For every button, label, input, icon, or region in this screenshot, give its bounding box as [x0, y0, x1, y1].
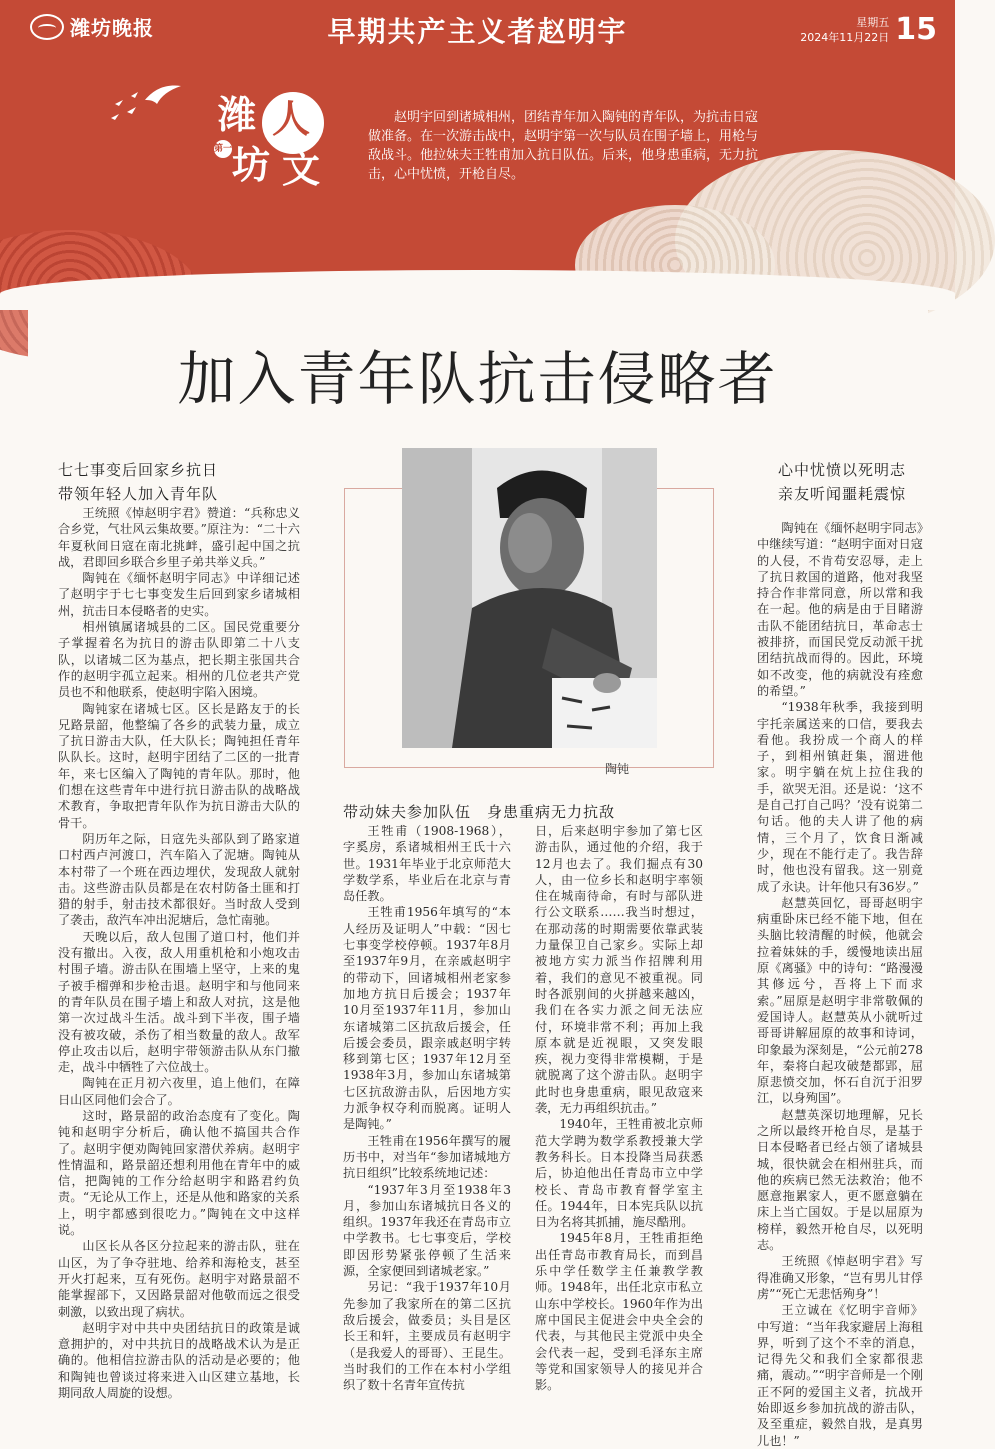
- subheading-line: 亲友听闻噩耗震惊: [777, 485, 906, 503]
- middle-column-2: [535, 823, 703, 1393]
- paragraph: 山区长从各区分拉起来的游击队，驻在山区，为了争夺驻地、给养和海枪支，甚至开火打起来，互有死伤。赵明宇对路景韶不能掌握部下，又因路景韶对他敬而远之很受刺激，以致出现了病状。: [58, 1239, 300, 1319]
- subheading-line: 七七事变后回家乡抗日: [58, 461, 219, 479]
- portrait-photo: [402, 448, 657, 748]
- intro-paragraph: 赵明宇回到诸城相州，团结青年加入陶钝的青年队，为抗击日寇做准备。在一次游击战中，赵明宇第一次与队员在围子墙上，用枪与敌战斗。他拉妹夫王牲甫加入抗日队伍。后来，他身患重病，无力抗击，心中忧愤，开枪自尽。: [368, 110, 759, 182]
- paragraph: 王统照《悼赵明宇君》写得准确又形象，“岂有男儿甘俘虏”“死亡无悲恬殉身”！: [757, 1254, 923, 1301]
- stamp-char: 文: [282, 146, 321, 191]
- right-subheading: [757, 458, 927, 506]
- paragraph: 王牲甫在1956年撰写的履历书中，对当年“参加诸城地方抗日组织”比较系统地记述：: [343, 1133, 511, 1181]
- stamp-char: 人: [272, 96, 311, 141]
- middle-subheading: 带动妹夫参加队伍 身患重病无力抗敌: [343, 803, 616, 821]
- stamp-tag: 第一: [214, 140, 232, 158]
- subheading-line: 心中忧愤以死明志: [777, 461, 906, 479]
- stamp-char: 潍: [218, 92, 257, 137]
- left-column: [58, 505, 300, 1401]
- paragraph: 王牲甫（1908-1968），字奚房，系诸城相州王氏十六世。1931年毕业于北京师范大学数学系，毕业后在北京与青岛任教。: [343, 824, 511, 904]
- paragraph: 王统照《悼赵明宇君》赞道：“兵称忠义合乡党，气壮风云集故要。”原注为：“二十六年夏秋间日寇在南北挑衅，盛引起中国之抗战，君即回乡联合乡里子弟共举义兵。”: [58, 506, 300, 569]
- weekday: 星期五: [856, 15, 890, 29]
- paragraph: 陶钝在《缅怀赵明宇同志》中继续写道：“赵明宇面对日寇的人侵，不肯苟安忍辱，走上了抗日救国的道路，他对我坚持合作非常同意，所以常和我在一起。他的病是由于目睹游击队不能团结抗日，革命志士被排挤，而国民党反动派干扰团结抗战而得的。因此，环境如不改变，他的病就没有痊愈的希望。”: [757, 521, 923, 698]
- logo-text: 潍坊晚报: [70, 16, 154, 40]
- paragraph: 王立诚在《忆明宇音师》中写道：“当年我家避居上海租界，听到了这个不幸的消息，记得先父和我们全家都很悲痛，震动。”“明宇音师是一个刚正不阿的爱国主义者，抗战开始即返乡参加抗战的游击队，及至重症，毅然自戕，是真男儿也！”: [757, 1303, 923, 1448]
- paragraph: “1937年3月至1938年3月，参加山东诸城抗日各义的组织。1937年我还在青岛市立中学教书。七七事变后，学校即因形势紧张停顿了生活来源，全家便回到诸城老家。”: [343, 1182, 511, 1279]
- issue-date: 2024年11月22日: [800, 30, 890, 44]
- paragraph: 另记：“我于1937年10月先参加了我家所在的第二区抗敌后援会，做委员；头目是区长王和轩，主要成员有赵明宇（是我爱人的哥哥）、王昆生。当时我们的工作在本村小学组织了数十名青年宣传抗: [343, 1280, 511, 1393]
- paragraph: 1940年，王牲甫被北京师范大学聘为数学系教授兼大学教务科长。日本投降当局获悉后，协迫他出任青岛市立中学校长、青岛市教育督学室主任。1944年，日本宪兵队以抗日为名将其抓捕，施尽酷刑。: [535, 1117, 703, 1230]
- column-stamp: [210, 88, 330, 198]
- photo-caption: 陶钝: [605, 762, 630, 776]
- paragraph: 赵慧英回忆，哥哥赵明宇病重卧床已经不能下地，但在头脑比较清醒的时候，他就会拉着妹妹的手，缓慢地读出屈原《离骚》中的诗句：“路漫漫其修远兮，吾将上下而求索。”屈原是赵明宇非常敬佩的爱国诗人。赵慧英从小就听过哥哥讲解屈原的故事和诗词，印象最为深刻是，“公元前278年，秦将白起攻破楚都郢，屈原悲愤交加，怀石自沉于汨罗江，以身殉国”。: [757, 895, 923, 1106]
- birds-icon: [105, 70, 185, 130]
- left-subheading: [58, 458, 298, 506]
- right-column: [757, 520, 923, 1449]
- paragraph: 相州镇属诸城县的二区。国民党重要分子掌握着名为抗日的游击队即第二十八支队，以诸城二区为基点，把长期主张国共合作的赵明宇孤立起来。相州的几位老共产党员也不和他联系，使赵明宇陷入困境。: [58, 620, 300, 700]
- date-block: [800, 12, 937, 47]
- paragraph: 天晚以后，敌人包围了道口村，他们并没有撤出。入夜，敌人用重机枪和小炮攻击村围子墙。游击队在围墙上坚守，上来的鬼子被手榴弹和步枪击退。赵明宇和与他同来的青年队员在围子墙上和敌人对抗，这是他第一次过战斗生活。战斗到下半夜，围子墙没有被攻破，杀伤了相当数量的敌人。敌军停止攻击以后，赵明宇带领游击队从东门撤走，战斗中牺牲了六位战士。: [58, 929, 300, 1075]
- paragraph: 日，后来赵明宇参加了第七区游击队，通过他的介绍，我于12月也去了。我们掘点有30人，由一位乡长和赵明宇率领住在城南待命，有时与部队进行公文联系……我当时想过，在那动荡的时期需要依靠武装力量保卫自己家乡。实际上却被地方实力派当作招牌利用着，我们的意见不被重视。同时各派别间的火拼越来越凶，我们在各实力派之间无法应付，环境非常不利；再加上我原本就是近视眼，又突发眼疾，视力变得非常模糊，于是就脱离了这个游击队。赵明宇此时也身患重病，眼见敌寇来袭，无力再组织抗击。”: [535, 824, 703, 1116]
- page-number: 15: [895, 12, 937, 47]
- paragraph: 陶钝在《缅怀赵明宇同志》中详细记述了赵明宇于七七事变发生后回到家乡诸城相州，抗击日本侵略者的史实。: [58, 571, 300, 618]
- portrait-image: [402, 448, 657, 748]
- paragraph: 赵明宇对中共中央团结抗日的政策是诚意拥护的，对中共抗日的战略战术认为是正确的。他相信拉游击队的活动是必要的；他和陶钝也曾谈过将来进入山区建立基地，长期同敌人周旋的设想。: [58, 1320, 300, 1401]
- middle-column-1: [343, 823, 511, 1393]
- paragraph: 陶钝家在诸城七区。区长是路友于的长兄路景韶，他整编了各乡的武装力量，成立了抗日游击大队，任大队长；陶钝担任青年队队长。这时，赵明宇团结了二区的一批青年，来七区编入了陶钝的青年队。那时，他们想在这些青年中进行抗日游击队的战略战术教育，争取把青年队作为抗日游击大队的骨干。: [58, 701, 300, 830]
- subheading-line: 带领年轻人加入青年队: [58, 485, 219, 503]
- paragraph: 阴历年之际，日寇先头部队到了路家道口村西卢河渡口，汽车陷入了泥塘。陶钝从本村带了一个班在西边埋伏，发现敌人就射击。这些游击队员都是在农村防备土匪和打猎的射手，射击技术都很好。当时敌人受到了袭击，敌汽车冲出泥塘后，急忙南驰。: [58, 831, 300, 928]
- paragraph: 陶钝在正月初六夜里，追上他们，在障日山区同他们会合了。: [58, 1076, 300, 1107]
- paragraph: 赵慧英深切地理解，兄长之所以最终开枪自尽，是基于日本侵略者已经占领了诸城县城，很快就会在相州驻兵，而他的疾病已然无法救治；他不愿意拖累家人，更不愿意躺在床上当亡国奴。于是以屈原为榜样，毅然开枪自尽，以死明志。: [757, 1107, 923, 1253]
- headline: 加入青年队抗击侵略者: [177, 345, 778, 413]
- paragraph: “1938年秋季，我接到明宇托亲属送来的口信，要我去看他。我扮成一个商人的样子，到相州镇赶集，溜进他家。明宇躺在炕上拉住我的手，欲哭无泪。还是说：‘这不是自己打自己吗？’没有说第二句话。他的夫人讲了他的病情，三个月了，饮食日渐减少，现在不能行走了。我告辞时，他也没有留我。这一别竟成了永诀。计年他只有36岁。”: [757, 700, 923, 894]
- paragraph: 1945年8月，王牲甫拒绝出任青岛市教育局长，而到昌乐中学任数学主任兼教学教师。1948年，出任北京市私立山东中学校长。1960年作为出席中国民主促进会中央全会的代表，与其他民主党派中央全会代表一起，受到毛泽东主席等党和国家领导人的接见并合影。: [535, 1231, 703, 1393]
- paragraph: 这时，路景韶的政治态度有了变化。陶钝和赵明宇分析后，确认他不搞国共合作了。赵明宇便劝陶钝回家潜伏养病。赵明宇性情温和，路景韶还想利用他在青年中的威信，把陶钝的工作分给赵明宇和路君约负责。“无论从工作上，还是从他和路家的关系上，明宇都感到很吃力。”陶钝在文中这样说。: [58, 1108, 300, 1238]
- section-title: 早期共产主义者赵明宇: [327, 15, 628, 48]
- paragraph: 王牲甫1956年填写的“本人经历及证明人”中载：“因七七事变学校停顿。1937年8月至1937年9月，在亲戚赵明宇的带动下，回诸城相州老家参加地方抗日后援会；1937年10月至1937年11月，参加山东诸城第二区抗敌后援会，任后援会委员，跟亲戚赵明宇转移到第七区；1937年12月至1938年3月，参加山东诸城第七区抗敌游击队，后因地方实力派争权夺利而脱离。证明人是陶钝。”: [343, 905, 511, 1132]
- stamp-char: 坊: [232, 142, 271, 187]
